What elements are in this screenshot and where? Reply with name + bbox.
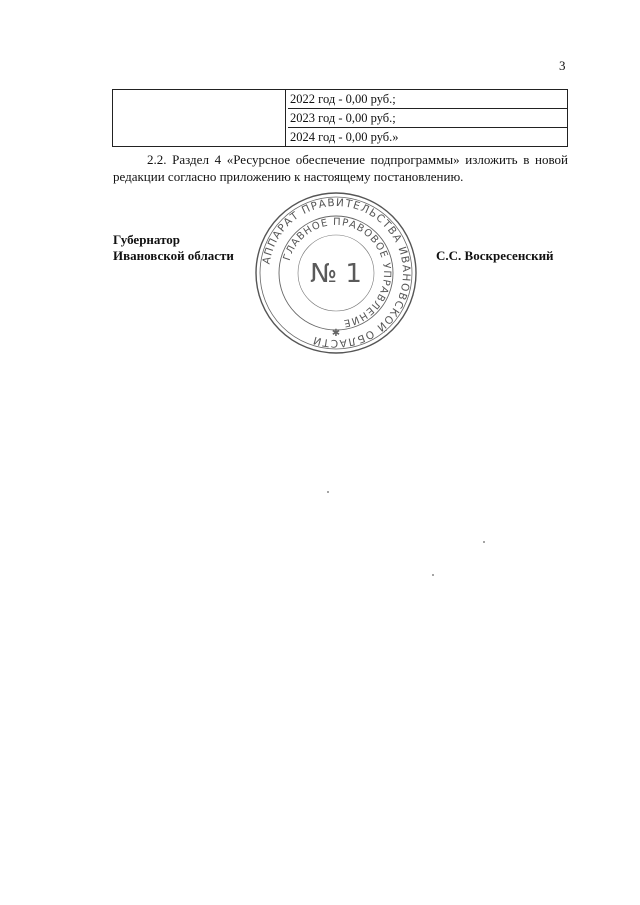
signatory-name: С.С. Воскресенский	[436, 248, 554, 263]
budget-line-2023: 2023 год - 0,00 руб.;	[288, 109, 567, 128]
position-title: Губернатор	[113, 232, 181, 247]
scan-speck	[432, 574, 434, 576]
budget-table	[112, 89, 568, 147]
signatory-position	[113, 232, 234, 264]
budget-line-2022: 2022 год - 0,00 руб.;	[288, 90, 567, 109]
page-number: 3	[559, 58, 566, 73]
table-cell-right	[286, 90, 568, 147]
scan-speck	[327, 491, 329, 493]
official-seal	[253, 190, 419, 356]
budget-line-2024: 2024 год - 0,00 руб.»	[290, 130, 399, 144]
seal-inner-text: ГЛАВНОЕ ПРАВОВОЕ УПРАВЛЕНИЕ	[281, 216, 393, 329]
seal-center-text: № 1	[310, 259, 362, 289]
scan-speck	[483, 541, 485, 543]
table-cell-left	[113, 90, 286, 147]
position-region: Ивановской области	[113, 248, 234, 263]
paragraph-2-2: 2.2. Раздел 4 «Ресурсное обеспечение подпрограммы» изложить в новой редакции согласно приложению к настоящему постановлению.	[113, 152, 568, 184]
seal-ring-text: АППАРАТ ПРАВИТЕЛЬСТВА ИВАНОВСКОЙ ОБЛАСТИ	[260, 196, 413, 350]
seal-star: ✱	[331, 328, 341, 339]
table-row	[113, 90, 568, 147]
